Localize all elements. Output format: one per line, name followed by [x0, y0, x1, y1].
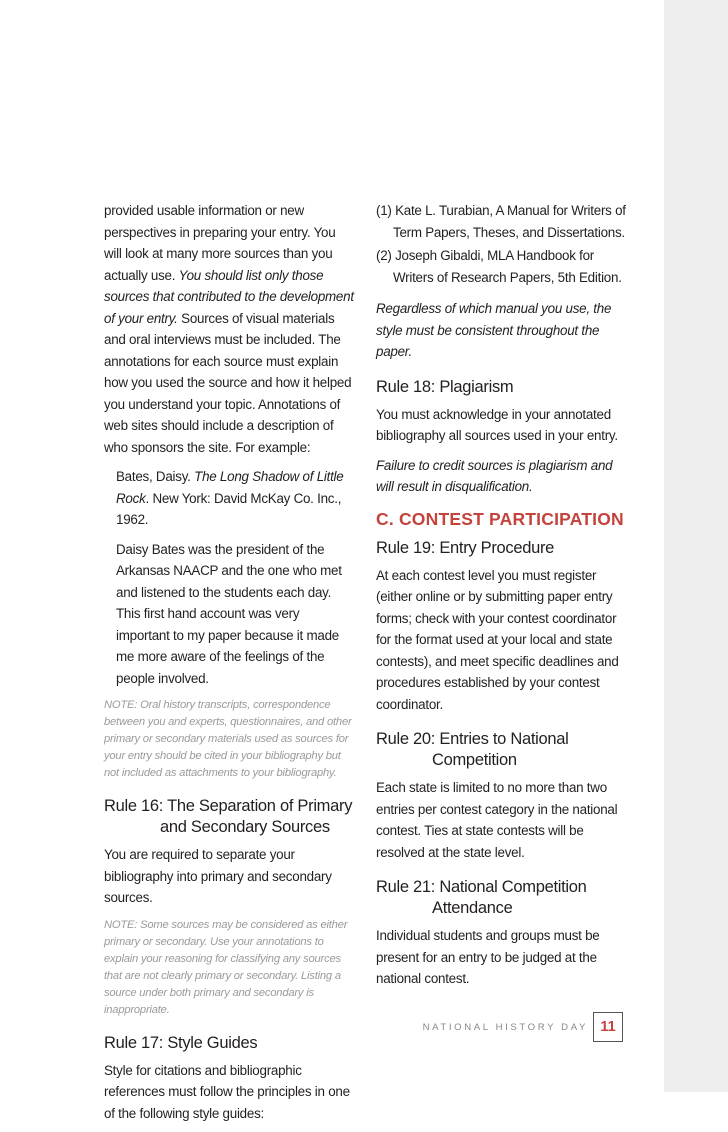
rule-21-title-line-2: Attendance	[432, 899, 513, 917]
rule-16-number: Rule 16:	[104, 797, 164, 815]
rule-19-heading: Rule 19: Entry Procedure	[376, 538, 555, 557]
style-consistency-note: Regardless of which manual you use, the style must be consistent throughout the paper.	[376, 301, 612, 359]
rule-20-heading	[376, 729, 630, 771]
intro-text: provided usable information or new perspectives in preparing your entry. You will look at many more sources than you actually use.	[104, 203, 336, 283]
rule-16-title-line-1: The Separation of Primary	[167, 797, 353, 815]
rule-19-text: At each contest level you must register (either online or by submitting paper entry forms; check with your contest coordinator for the format used at your local and state contests), and meet specific deadlines and procedures established by your contest coordinator.	[376, 567, 619, 712]
rule-16-heading	[104, 796, 356, 838]
rule-16-text: You are required to separate your bibliography into primary and secondary sources.	[104, 847, 332, 905]
right-column	[376, 200, 630, 998]
rule-18-text: You must acknowledge in your annotated bibliography all sources used in your entry.	[376, 406, 618, 443]
rule-18-italic-text: Failure to credit sources is plagiarism and will result in disqualification.	[376, 457, 613, 494]
intro-paragraph	[104, 200, 356, 458]
example-citation	[104, 466, 356, 531]
rule-21-text: Individual students and groups must be present for an entry to be judged at the national contest.	[376, 928, 600, 986]
note-oral-history: NOTE: Oral history transcripts, correspondence between you and experts, questionnaires, and other primary or secondary materials used as sources for your entry should be cited in your bibliography but not included as attachments to your bibliography.	[104, 699, 352, 779]
intro-text-continued: Sources of visual materials and oral interviews must be included. The annotations for each source must explain how you used the source and how it helped you understand your topic. Annotations of web sites should include a description of who sponsors the site. For example:	[104, 310, 352, 455]
rule-20-text: Each state is limited to no more than two entries per contest category in the national contest. Ties at state contests will be resolved at the state level.	[376, 780, 618, 860]
left-column	[104, 200, 356, 1132]
rule-20-number: Rule 20:	[376, 730, 436, 748]
section-c-heading: C. CONTEST PARTICIPATION	[376, 508, 624, 529]
rule-17-text: Style for citations and bibliographic references must follow the principles in one of the following style guides:	[104, 1062, 350, 1121]
example-publication: . New York: David McKay Co. Inc., 1962.	[116, 490, 342, 527]
page-number: 11	[593, 1012, 623, 1042]
rule-21-title-line-1: National Competition	[439, 878, 587, 896]
rule-21-number: Rule 21:	[376, 878, 436, 896]
intro-italic-text: You should list only those sources that contributed to the development of your entry.	[104, 267, 354, 326]
example-author: Bates, Daisy.	[116, 469, 191, 484]
page-footer	[0, 1012, 728, 1042]
note-primary-secondary: NOTE: Some sources may be considered as either primary or secondary. Use your annotations to explain your reasoning for classifying any sources that are not clearly primary or secondary. Listing a source under both primary and secondary is inappropriate.	[104, 918, 348, 1016]
rule-20-title-line-1: Entries to National	[439, 730, 569, 748]
footer-organization: NATIONAL HISTORY DAY	[422, 1022, 588, 1033]
example-annotation: Daisy Bates was the president of the Arkansas NAACP and the one who met and listened to the students each day. This first hand account was very important to my paper because it made me more aware of the feelings of the people involved.	[116, 541, 342, 686]
example-title: The Long Shadow of Little Rock	[116, 469, 344, 506]
style-guide-2: (2) Joseph Gibaldi, MLA Handbook for Writers of Research Papers, 5th Edition.	[376, 248, 622, 285]
rule-17-heading: Rule 17: Style Guides	[104, 1033, 258, 1052]
rule-21-heading	[376, 877, 630, 919]
style-guide-1: (1) Kate L. Turabian, A Manual for Writers of Term Papers, Theses, and Dissertations.	[376, 203, 626, 240]
rule-16-title-line-2: and Secondary Sources	[160, 818, 330, 836]
rule-18-heading: Rule 18: Plagiarism	[376, 377, 514, 396]
side-margin-strip	[664, 0, 728, 1092]
rule-20-title-line-2: Competition	[432, 751, 517, 769]
